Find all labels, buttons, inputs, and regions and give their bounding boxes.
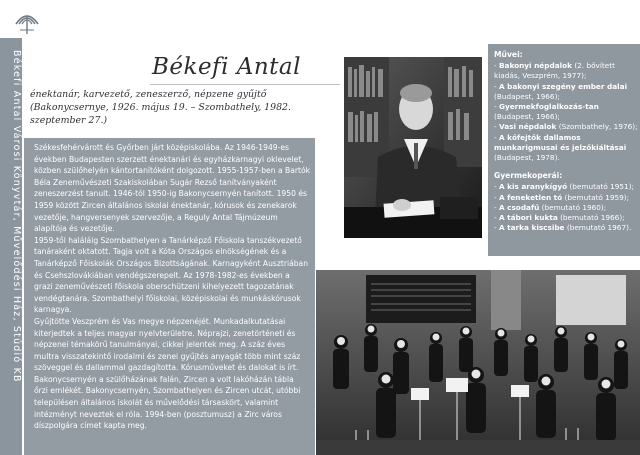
work-title: Gyermekfoglalkozás-tan xyxy=(498,102,599,112)
page-subtitle xyxy=(30,88,345,127)
sidebar-text xyxy=(11,50,22,72)
subtitle-dates: (Bakonycsernye, 1926. május 19. – Szombathely, 1982. szeptember 27.) xyxy=(30,102,292,126)
biography-paragraph: 1959-től haláláig Szombathelyen a Tanárképző Főiskola tanszékvezető tanáraként oktatott. Tagja volt a Kóta Országos elnökségének és a Tanárképző Főiskolák Országos Bizottságának. Karnagyként Ausztriában és Csehszlovákiában vendégszerepelt. Az 1978-1982-es években a grazi zeneművészeti főiskola oberschützeni kihelyezett tagozatának vendégtanára. Szombathelyi főiskolai, középiskolai és munkáskórusok karnagya. xyxy=(34,235,309,315)
opera-item: - A kis aranykígyó (bemutató 1951); xyxy=(494,182,635,192)
opera-item: - A tarka kiscsibe (bemutató 1967). xyxy=(494,223,632,233)
opera-title: A kis aranykígyó xyxy=(498,182,568,192)
works-item: - A kőfejtők dallamos munkarigmusai és jelzőkiáltásai (Budapest, 1978). xyxy=(494,132,627,163)
biography-paragraph: Gyűjtötte Veszprém és Vas megye népzenéjét. Munkadalkutatásai kiterjedtek a teljes magyar nyelvterületre. Néprajzi, zenetörténeti és népzenei témakörű tanulmányai, cikkei jelentek meg. A száz éves multra visszatekintő irodalmi és zenei gyűjtés anyagát több mint száz szöveggel és dallammal gazdagította. Kórusműveket és dalokat is írt. Bakonycsernyén a szülőházának falán, Zircen a volt lakóházán tábla őrzi emlékét. Bakonycsernyén, Szombathelyen és Zircen utcát, utóbbi településen általános iskolát és művelődési társaskört, valamint intézményt neveztek el róla. 1994-ben (posztumusz) a Zirc város díszpolgára címet kapta meg. xyxy=(34,316,301,431)
work-detail: (Budapest, 1966); xyxy=(494,91,560,101)
work-detail: (Szombathely, 1976); xyxy=(558,122,638,132)
opera-title: A tarka kiscsibe xyxy=(498,223,565,233)
work-title: Bakonyi népdalok xyxy=(498,61,572,71)
works-heading: Művei: xyxy=(494,50,523,59)
work-title: A kőfejtők dallamos munkarigmusai és jelzőkiáltásai xyxy=(494,132,627,152)
works-item: - A bakonyi szegény ember dalai (Budapest, 1966); xyxy=(494,81,628,101)
opera-title: A csodafű xyxy=(498,202,540,212)
work-detail: (Budapest, 1966); xyxy=(494,112,560,122)
opera-detail: (bemutató 1959); xyxy=(564,192,630,202)
biography-text xyxy=(34,142,310,432)
opera-detail: (bemutató 1951); xyxy=(569,182,635,192)
orchestra-photo xyxy=(316,270,640,455)
operas-heading: Gyermekoperái: xyxy=(494,171,563,181)
opera-title: A feneketlen tó xyxy=(498,192,563,202)
page-title: Békefi Antal xyxy=(152,54,301,80)
operas-list xyxy=(494,182,638,233)
title-underline xyxy=(150,84,340,85)
opera-detail: (bemutató 1967). xyxy=(566,223,632,233)
works-item: - Bakonyi népdalok (2. bővített kiadás, Veszprém, 1977); xyxy=(494,61,615,81)
opera-item: - A tábori kukta (bemutató 1966); xyxy=(494,213,625,223)
opera-item: - A csodafű (bemutató 1960); xyxy=(494,202,607,212)
subtitle-roles: énektanár, karvezető, zeneszerző, népzene gyűjtő xyxy=(30,89,267,100)
works-content xyxy=(494,50,638,233)
work-title: A bakonyi szegény ember dalai xyxy=(498,81,628,91)
biography-paragraph: Székesfehérvárott és Győrben járt középiskolába. Az 1946-1949-es években Budapesten szerzett énektanári és egyházkarnagyi oklevelet, közben szülőhelyén kántortanítóként dolgozott. 1955-1957-ben a Bartók Béla Zeneművészeti Szakiskolában Sugár Rezső tanítványaként zeneszerzést tanult. 1946-tól 1950-ig Bakonycsernyén tanított. 1950 és 1959 között Zircen általános iskolai énektanár, kórusok és zenekarok vezetője, hangversenyek szervezője, a Reguly Antal Tájmúzeum alapítója és vezetője. xyxy=(34,143,311,234)
opera-detail: (bemutató 1966); xyxy=(560,213,625,223)
works-item: - Vasi népdalok (Szombathely, 1976); xyxy=(494,122,638,132)
opera-title: A tábori kukta xyxy=(498,213,558,223)
work-title: Vasi népdalok xyxy=(498,122,557,132)
works-list xyxy=(494,61,638,163)
opera-detail: (bemutató 1960); xyxy=(541,202,607,212)
work-detail: (Budapest, 1978). xyxy=(494,153,560,163)
works-item: - Gyermekfoglalkozás-tan (Budapest, 1966); xyxy=(494,102,599,122)
opera-item: - A feneketlen tó (bemutató 1959); xyxy=(494,192,630,202)
work-detail: (2. bővített kiadás, Veszprém, 1977); xyxy=(494,61,615,81)
portrait-photo xyxy=(344,57,482,238)
library-logo-icon xyxy=(12,6,42,36)
